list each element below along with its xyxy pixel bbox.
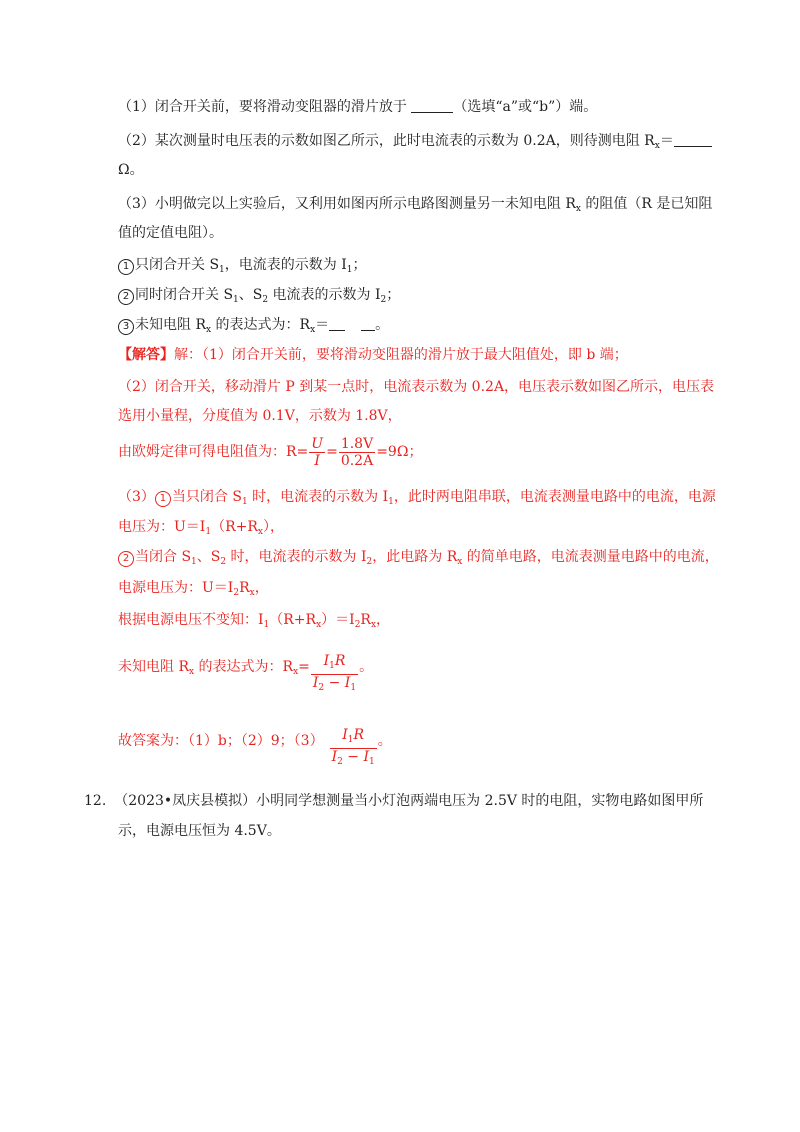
q2-text: （2）某次测量时电压表的示数如图乙所示，此时电流表的示数为 0.2A，则待测电阻 R [118, 133, 655, 149]
answer-3-text: ， [254, 580, 269, 596]
ohm-text: 由欧姆定律可得电阻值为：R= [118, 444, 309, 460]
answer-tag: 【解答】 [118, 347, 174, 363]
answer-3-text: 的表达式为：R [194, 659, 294, 675]
minus-sign: − [342, 749, 364, 765]
answer-part-3-line1 [118, 487, 716, 512]
step-2 [118, 285, 400, 310]
subscript: 1 [388, 497, 394, 507]
step2-text-mid2: 电流表的示数为 I [268, 287, 381, 303]
numerator-i: I [323, 653, 330, 669]
equals-sign: ＝ [315, 317, 330, 333]
denominator: I [314, 452, 320, 469]
equals-sign: = [298, 659, 310, 675]
subscript: 1 [347, 735, 354, 745]
q3-text: （3）小明做完以上实验后，又利用如图丙所示电路图测量另一未知电阻 R [118, 196, 576, 212]
answer-3-text: 时，电流表的示数为 I [247, 489, 389, 505]
answer-part-1 [118, 345, 628, 365]
subscript: x [257, 527, 263, 537]
denominator-i1: I [344, 675, 351, 691]
circled-number-2: 2 [118, 289, 134, 305]
step-3 [118, 315, 389, 340]
answer-3-text: 当只闭合 S [171, 489, 242, 505]
answer-3-text: 电源电压为：U＝I [118, 580, 234, 596]
numerator [330, 727, 377, 749]
rx-expression-line [118, 644, 373, 696]
question-12-line1 [84, 791, 703, 811]
subscript: x [310, 325, 316, 335]
answer-3-text: ，此电路为 R [372, 549, 458, 565]
subscript: 1 [263, 620, 270, 630]
subscript: x [575, 204, 581, 214]
numerator-r: R [353, 727, 365, 743]
answer-3-text: 根据电源电压不变知：I [118, 612, 264, 628]
step1-text: 只闭合开关 S [135, 257, 220, 273]
subscript: 1 [369, 757, 375, 767]
answer-2-text-line2: 选用小量程，分度值为 0.1V，示数为 1.8V， [118, 408, 402, 424]
answer-part-2-line1 [118, 377, 714, 397]
answer-3-text: 当闭合 S [135, 549, 192, 565]
step1-text-mid: ，电流表的示数为 I [224, 257, 347, 273]
numerator-i: I [342, 727, 348, 743]
numerator: 1.8V [340, 435, 374, 452]
numerator: U [311, 435, 324, 452]
answer-3-prefix: （3） [118, 489, 155, 505]
answer-part-3-line4 [118, 578, 269, 603]
circled-number-3: 3 [118, 319, 134, 335]
subscript: x [457, 557, 463, 567]
equals-sign: = [326, 444, 338, 460]
subscript: 2 [380, 295, 387, 305]
final-answer-line [118, 718, 392, 770]
fraction-u-over-i [309, 436, 325, 469]
step2-text: 同时闭合开关 S [135, 287, 234, 303]
subscript: 2 [366, 557, 373, 567]
answer-part-3-line3 [118, 547, 719, 572]
question-part-3-line2 [118, 223, 223, 243]
minus-sign: − [324, 675, 345, 691]
step2-text-end: ； [386, 287, 401, 303]
circled-number-2: 2 [118, 551, 134, 567]
subscript: x [370, 620, 377, 630]
subscript: x [654, 141, 660, 151]
answer-3-text: ）＝I [321, 612, 355, 628]
fraction-rx [311, 653, 358, 696]
q3-text-end: 的阻值（R 是已知阻 [580, 196, 713, 212]
subscript: 2 [354, 620, 361, 630]
q3-text-line2: 值的定值电阻）。 [118, 225, 223, 241]
circled-number-1: 1 [155, 491, 171, 507]
answer-3-text: （R+R [211, 519, 258, 535]
circled-number-1: 1 [118, 259, 134, 275]
subscript: 1 [350, 683, 357, 693]
answer-2-text: （2）闭合开关，移动滑片 P 到某一点时，电流表示数为 0.2A，电压表示数如图乙所示，电压表 [118, 379, 715, 395]
q1-text: （1）闭合开关前，要将滑动变阻器的滑片放于 [118, 99, 412, 115]
question-number: 12. [84, 793, 107, 809]
subscript: 1 [191, 557, 197, 567]
subscript: 2 [262, 295, 269, 305]
answer-3-text: R [239, 580, 250, 596]
question-12-text-line2: 示，电源电压恒为 4.5V。 [118, 823, 281, 839]
q2-unit: Ω。 [118, 162, 144, 178]
subscript: x [189, 667, 195, 677]
subscript: 2 [318, 683, 325, 693]
subscript: 1 [346, 265, 353, 275]
subscript: 2 [337, 757, 343, 767]
answer-1-text: 解：（1）闭合开关前，要将滑动变阻器的滑片放于最大阻值处，即 b 端； [174, 347, 628, 363]
subscript: x [206, 325, 212, 335]
ohm-result: =9Ω； [376, 444, 423, 460]
answer-3-text: 电压为：U＝I [118, 519, 206, 535]
q1-text-end: （选填“a”或“b”）端。 [453, 99, 598, 115]
answer-3-text: 时，电流表的示数为 I [226, 549, 367, 565]
step3-answer-blank-a[interactable] [329, 317, 345, 331]
answer-3-text: 未知电阻 R [118, 659, 189, 675]
subscript: x [316, 620, 322, 630]
question-part-1 [118, 97, 597, 117]
numerator [311, 653, 358, 675]
denominator-i2: I [312, 675, 319, 691]
final-answer-text: 故答案为：（1）b；（2）9；（3） [118, 733, 324, 749]
subscript: 2 [220, 557, 227, 567]
answer-3-text: R [360, 612, 371, 628]
answer-3-text: ，此时两电阻串联，电流表测量电路中的电流，电源 [393, 489, 716, 505]
step3-text-mid: 的表达式为：R [211, 317, 311, 333]
denominator: 0.2A [340, 452, 374, 469]
step3-text-end: 。 [375, 317, 390, 333]
answer-part-2-line2 [118, 406, 402, 426]
ohm-law-line [118, 434, 422, 470]
denominator [311, 675, 358, 696]
period: 。 [377, 733, 392, 749]
step3-text: 未知电阻 R [135, 317, 206, 333]
answer-part-3-line5 [118, 610, 390, 635]
question-part-2 [118, 131, 712, 156]
answer-3-text: 、S [196, 549, 221, 565]
q2-answer-blank[interactable] [674, 133, 712, 147]
q2-unit-line [118, 160, 144, 180]
question-12-text: （2023•凤庆县模拟）小明同学想测量当小灯泡两端电压为 2.5V 时的电阻，实物电路如图甲所 [114, 793, 704, 809]
subscript: 1 [205, 527, 212, 537]
answer-3-text: ）， [262, 519, 284, 535]
equals-sign: ＝ [659, 133, 674, 149]
denominator-i2: I [331, 749, 338, 765]
subscript: x [249, 588, 255, 598]
period: 。 [359, 659, 374, 675]
step2-text-mid: 、S [238, 287, 263, 303]
subscript: 1 [219, 265, 225, 275]
q1-answer-blank[interactable] [411, 99, 453, 113]
step3-answer-blank-b[interactable] [361, 317, 375, 331]
numerator-r: R [334, 653, 346, 669]
denominator [330, 749, 377, 770]
answer-3-text: ， [376, 612, 391, 628]
subscript: x [293, 667, 299, 677]
question-12-line2 [118, 821, 281, 841]
answer-3-text: （R+R [269, 612, 317, 628]
step1-text-end: ； [352, 257, 367, 273]
subscript: 1 [329, 661, 335, 671]
step-1 [118, 255, 367, 280]
answer-part-3-line2 [118, 517, 284, 542]
answer-3-text: 的简单电路，电流表测量电路中的电流， [462, 549, 719, 565]
subscript: 1 [241, 497, 248, 507]
question-part-3-line1 [118, 194, 712, 219]
subscript: 2 [233, 588, 240, 598]
fraction-values [339, 436, 375, 469]
fraction-rx-final [330, 727, 377, 770]
denominator-i1: I [363, 749, 370, 765]
subscript: 1 [233, 295, 239, 305]
